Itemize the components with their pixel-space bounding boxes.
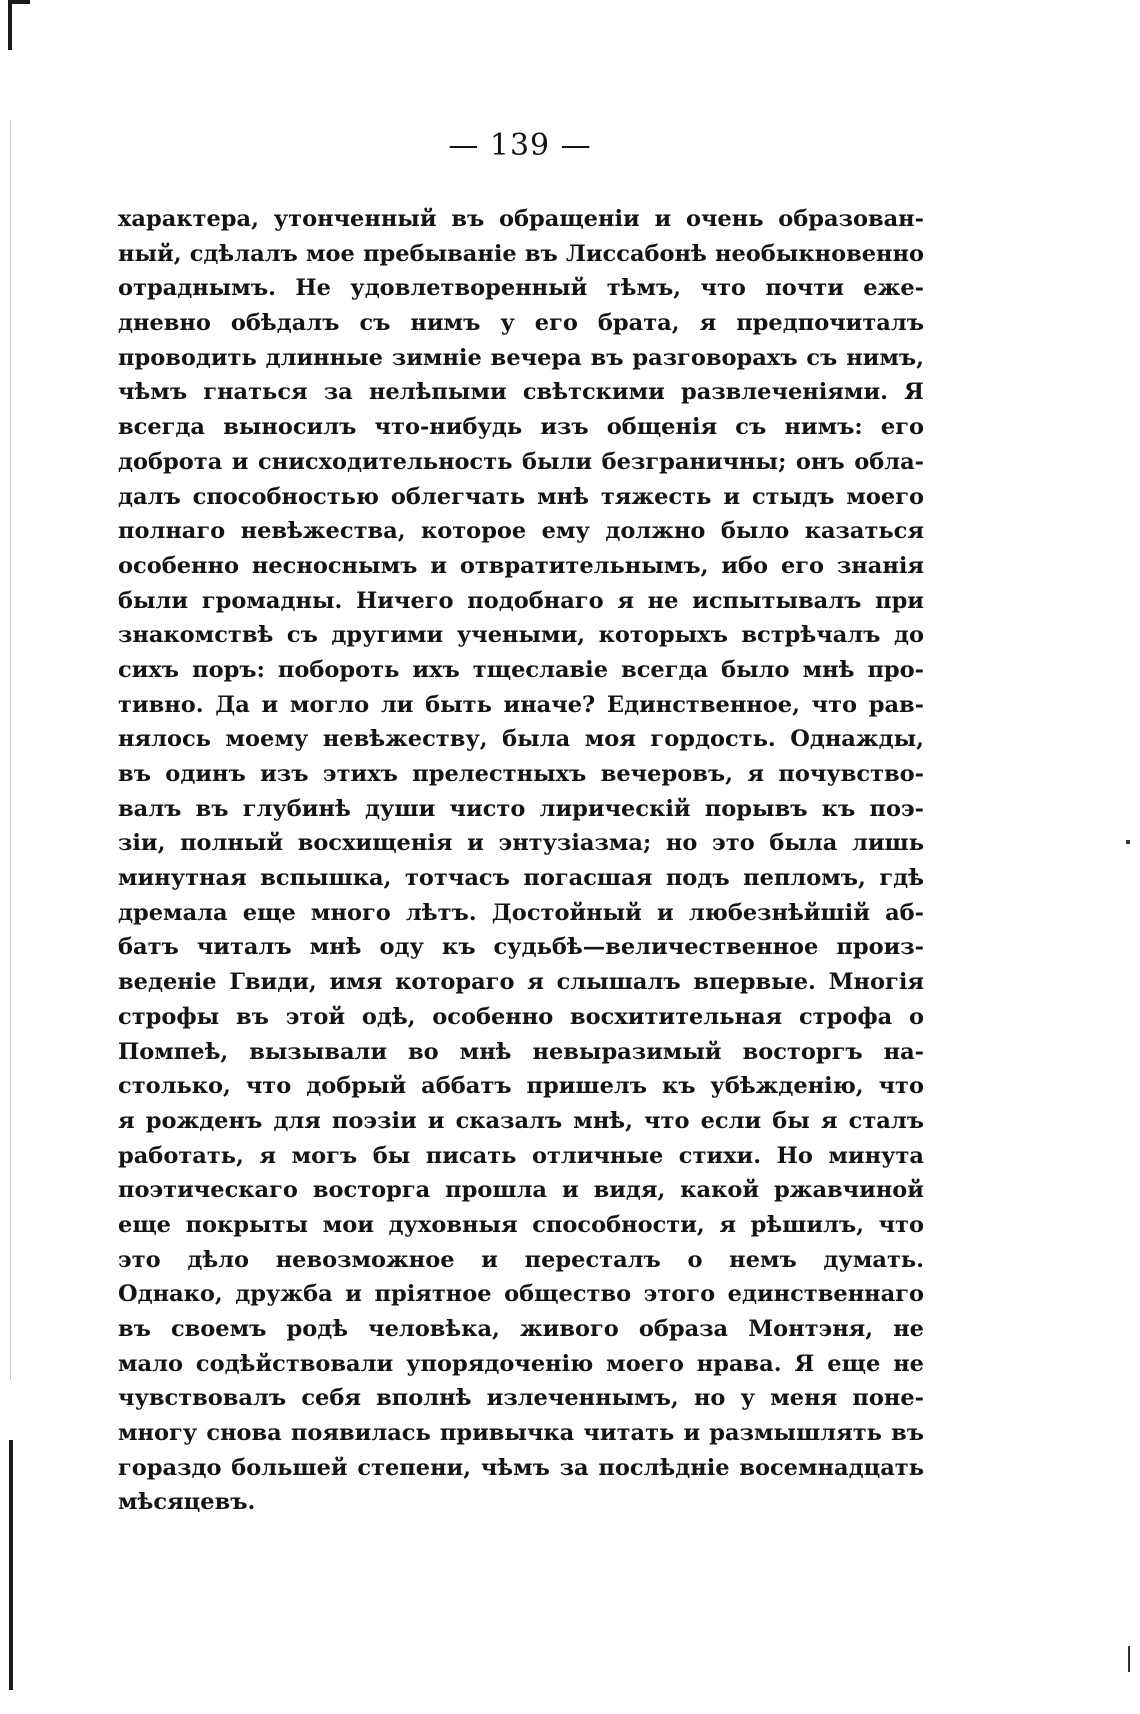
text-line: полнаго невѣжества, которое ему должно было казаться xyxy=(118,518,924,545)
text-line: дневно обѣдалъ съ нимъ у его брата, я предпочиталъ xyxy=(118,310,924,337)
text-line: валъ въ глубинѣ души чисто лирическій порывъ къ поэ- xyxy=(118,795,924,822)
scan-edge-line-bottom xyxy=(9,1440,13,1690)
text-line: были громадны. Ничего подобнаго я не испытывалъ при xyxy=(118,587,924,614)
text-line: въ своемъ родѣ человѣка, живого образа Монтэня, не xyxy=(118,1316,924,1342)
text-line: проводить длинные зимніе вечера въ разговорахъ съ нимъ, xyxy=(118,344,924,371)
text-line: ный, сдѣлалъ мое пребываніе въ Лиссабонѣ необыкновенно xyxy=(118,240,924,267)
text-line: дремала еще много лѣтъ. Достойный и любезнѣйшій аб- xyxy=(118,899,924,926)
scan-speck xyxy=(1126,840,1130,844)
text-line: минутная вспышка, тотчасъ погасшая подъ пепломъ, гдѣ xyxy=(118,865,924,892)
body-text xyxy=(118,202,924,1520)
text-line: тивно. Да и могло ли быть иначе? Единственное, что рав- xyxy=(118,691,924,718)
text-line: особенно несноснымъ и отвратительнымъ, ибо его знанія xyxy=(118,552,924,579)
text-line: поэтическаго восторга прошла и видя, какой ржавчиной xyxy=(118,1177,924,1204)
text-line: Помпеѣ, вызывали во мнѣ невыразимый восторгъ на- xyxy=(118,1038,924,1065)
text-line: многу снова появилась привычка читать и размышлять въ xyxy=(118,1420,924,1447)
text-line: доброта и снисходительность были безграничны; онъ обла- xyxy=(118,448,924,475)
text-line: чѣмъ гнаться за нелѣпыми свѣтскими развлеченіями. Я xyxy=(118,379,924,406)
text-line: строфы въ этой одѣ, особенно восхитительная строфа о xyxy=(118,1003,924,1030)
text-line: столько, что добрый аббатъ пришелъ къ убѣжденію, что xyxy=(118,1073,924,1100)
text-line: характера, утонченный въ обращеніи и очень образован- xyxy=(118,206,924,232)
text-line: въ одинъ изъ этихъ прелестныхъ вечеровъ, я почувство- xyxy=(118,761,924,787)
text-line: Однако, дружба и пріятное общество этого единственнаго xyxy=(118,1281,924,1308)
text-line: сихъ поръ: побороть ихъ тщеславіе всегда было мнѣ про- xyxy=(118,656,924,683)
scan-edge-line xyxy=(10,120,11,1380)
text-line: чувствовалъ себя вполнѣ излеченнымъ, но у меня поне- xyxy=(118,1385,924,1412)
text-line: отраднымъ. Не удовлетворенный тѣмъ, что почти еже- xyxy=(118,275,924,302)
text-line: мало содѣйствовали упорядоченію моего нрава. Я еще не xyxy=(118,1350,924,1377)
page-number: — 139 — xyxy=(448,128,592,163)
text-line: нялось моему невѣжеству, была моя гордость. Однажды, xyxy=(118,726,924,753)
text-line: всегда выносилъ что-нибудь изъ общенія съ нимъ: его xyxy=(118,414,924,441)
scan-corner-mark-horizontal xyxy=(8,0,30,4)
scan-corner-mark xyxy=(8,0,12,50)
text-line: это дѣло невозможное и пересталъ о немъ думать. xyxy=(118,1246,924,1273)
text-line: я рожденъ для поэзіи и сказалъ мнѣ, что если бы я сталъ xyxy=(118,1107,924,1134)
text-line: работать, я могъ бы писать отличные стихи. Но минута xyxy=(118,1142,924,1169)
text-line: знакомствѣ съ другими учеными, которыхъ встрѣчалъ до xyxy=(118,622,924,649)
text-line: далъ способностью облегчать мнѣ тяжесть и стыдъ моего xyxy=(118,483,924,510)
text-line: зіи, полный восхищенія и энтузіазма; но это была лишь xyxy=(118,830,924,857)
text-line: батъ читалъ мнѣ оду къ судьбѣ—величественное произ- xyxy=(118,934,924,961)
text-line: веденіе Гвиди, имя котораго я слышалъ впервые. Многія xyxy=(118,969,924,996)
text-line: гораздо большей степени, чѣмъ за послѣдніе восемнадцать xyxy=(118,1454,924,1481)
text-line: еще покрыты мои духовныя способности, я рѣшилъ, что xyxy=(118,1211,924,1238)
text-line: мѣсяцевъ. xyxy=(118,1489,256,1516)
scan-edge-tick xyxy=(1128,1646,1130,1672)
